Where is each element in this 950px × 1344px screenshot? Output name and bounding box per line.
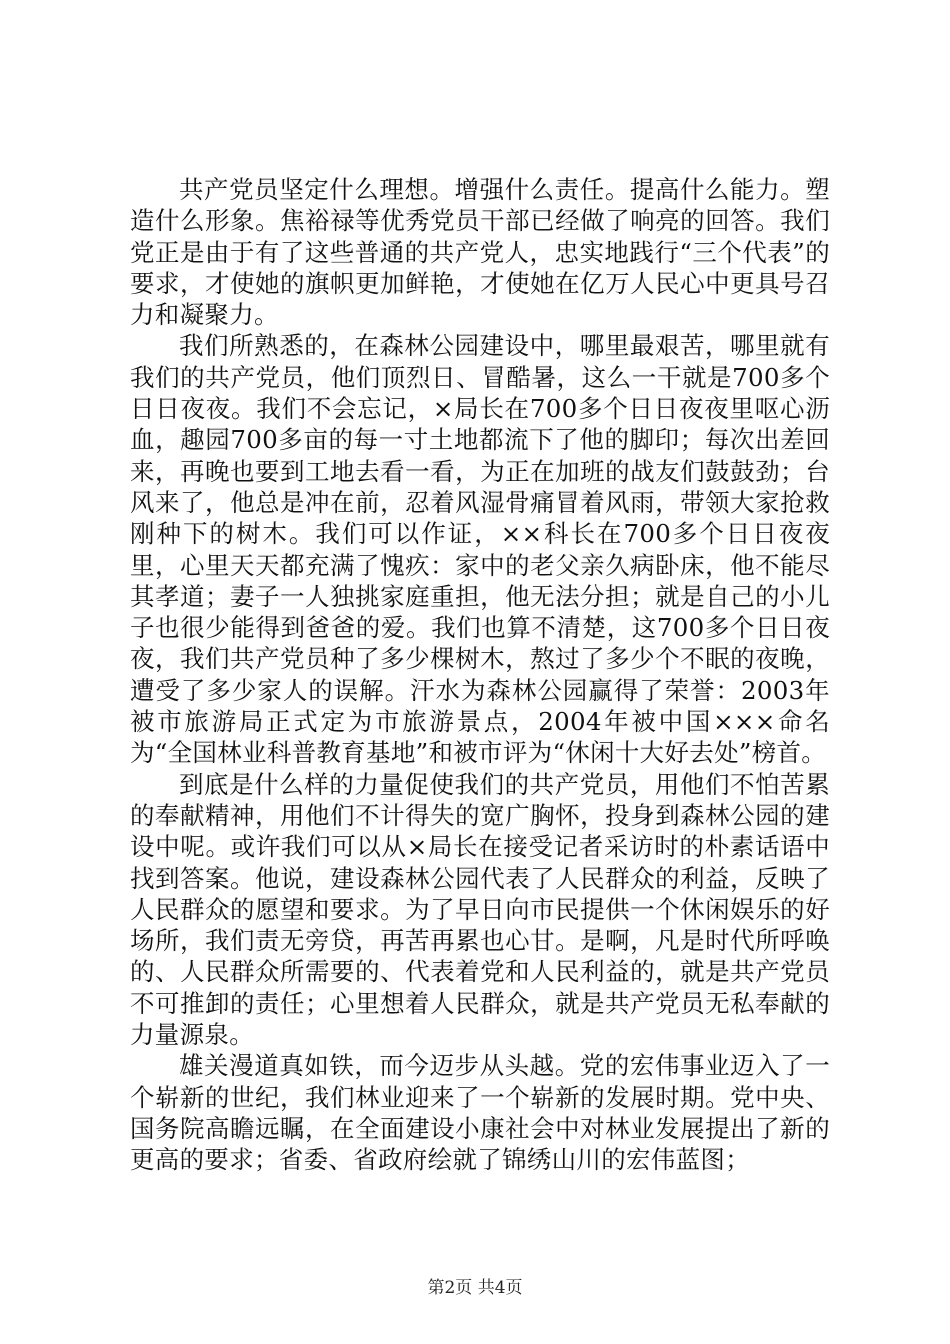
paragraph-2: 我们所熟悉的，在森林公园建设中，哪里最艰苦，哪里就有我们的共产党员，他们顶烈日、冒酷暑，这么一干就是700多个日日夜夜。我们不会忘记，×局长在700多个日日夜夜里呕心沥血，趣园700多亩的每一寸土地都流下了他的脚印；每次出差回来，再晚也要到工地去看一看，为正在加班的战友们鼓鼓劲；台风来了，他总是冲在前，忍着风湿骨痛冒着风雨，带领大家抢救刚种下的树木。我们可以作证，××科长在700多个日日夜夜里，心里天天都充满了愧疚：家中的老父亲久病卧床，他不能尽其孝道；妻子一人独挑家庭重担，他无法分担；就是自己的小儿子也很少能得到爸爸的爱。我们也算不清楚，这700多个日日夜夜，我们共产党员种了多少棵树木，熬过了多少个不眠的夜晚，遭受了多少家人的误解。汗水为森林公园赢得了荣誉：2003年被市旅游局正式定为市旅游景点，2004年被中国×××命名为“全国林业科普教育基地”和被市评为“休闲十大好去处”榜首。 (130, 331, 830, 768)
paragraph-4: 雄关漫道真如铁，而今迈步从头越。党的宏伟事业迈入了一个崭新的世纪，我们林业迎来了一个崭新的发展时期。党中央、国务院高瞻远瞩，在全面建设小康社会中对林业发展提出了新的更高的要求；省委、省政府绘就了锦绣山川的宏伟蓝图； (130, 1051, 830, 1175)
document-body (130, 174, 830, 1176)
page-number-footer: 第2页 共4页 (427, 1278, 523, 1298)
paragraph-3: 到底是什么样的力量促使我们的共产党员，用他们不怕苦累的奉献精神，用他们不计得失的宽广胸怀，投身到森林公园的建设中呢。或许我们可以从×局长在接受记者采访时的朴素话语中找到答案。他说，建设森林公园代表了人民群众的利益，反映了人民群众的愿望和要求。为了早日向市民提供一个休闲娱乐的好场所，我们责无旁贷，再苦再累也心甘。是啊，凡是时代所呼唤的、人民群众所需要的、代表着党和人民利益的，就是共产党员不可推卸的责任；心里想着人民群众，就是共产党员无私奉献的力量源泉。 (130, 769, 830, 1050)
paragraph-1: 共产党员坚定什么理想。增强什么责任。提高什么能力。塑造什么形象。焦裕禄等优秀党员干部已经做了响亮的回答。我们党正是由于有了这些普通的共产党人，忠实地践行“三个代表”的要求，才使她的旗帜更加鲜艳，才使她在亿万人民心中更具号召力和凝聚力。 (130, 175, 830, 330)
